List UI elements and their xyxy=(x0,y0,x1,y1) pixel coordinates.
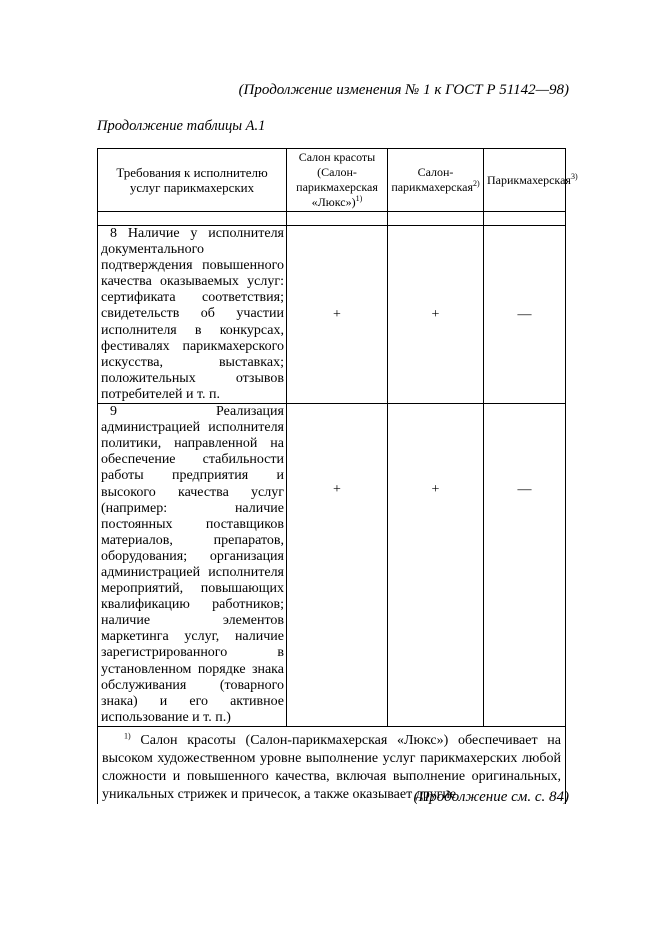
table-header-row xyxy=(98,149,566,212)
footnote-cell: $^{1)}$ Салон красоты (Салон-парикмахерская «Люкс») обеспечивает на высоком художественном уровне выполнение услуг парикмахерских любой сложности и повышенного качества, включая выполнение оригинальных, уникальных стрижек и причесок, а также оказывает другие xyxy=(98,726,566,804)
salon-mark: + xyxy=(388,226,484,404)
column-header-requirements: Требования к исполнителю услуг парикмахерских xyxy=(98,149,287,212)
header-spacer-row xyxy=(98,212,566,226)
column-header-salon-lux: Салон красоты (Салон-парикмахерская «Люкс»)$^{1)}$ xyxy=(287,149,388,212)
barber-mark: — xyxy=(484,226,566,404)
table-continuation-label: Продолжение таблицы А.1 xyxy=(97,118,266,134)
requirement-cell: 8 Наличие у исполнителя документального подтверждения повышенного качества оказываемых услуг: сертификата соответствия; свидетельств об участии исполнителя в конкурсах, фестивалях парикмахерского искусства, выставках; положительных отзывов потребителей и т. п. xyxy=(98,226,287,404)
table-row xyxy=(98,226,566,404)
column-header-barber: Парикмахерская$^{3)}$ xyxy=(484,149,566,212)
requirements-table xyxy=(97,148,578,804)
barber-mark: — xyxy=(484,404,566,727)
salon-mark: + xyxy=(388,404,484,727)
salon-lux-mark: + xyxy=(287,404,388,727)
salon-lux-mark: + xyxy=(287,226,388,404)
column-header-salon: Салон-парикмахерская$^{2)}$ xyxy=(388,149,484,212)
requirement-cell: 9 Реализация администрацией исполнителя политики, направленной на обеспечение стабильности работы предприятия и высокого качества услуг (например: наличие постоянных поставщиков материалов, препаратов, оборудования; организация администрацией исполнителя мероприятий, повышающих квалификацию работников; наличие элементов маркетинга услуг, наличие зарегистрированного в установленном порядке знака обслуживания (товарного знака) и его активное использование и т. п.) xyxy=(98,404,287,727)
page-header: (Продолжение изменения № 1 к ГОСТ Р 51142—98) xyxy=(238,82,569,98)
table-row xyxy=(98,404,566,727)
page-footer: (Продолжение см. с. 84) xyxy=(413,789,569,805)
